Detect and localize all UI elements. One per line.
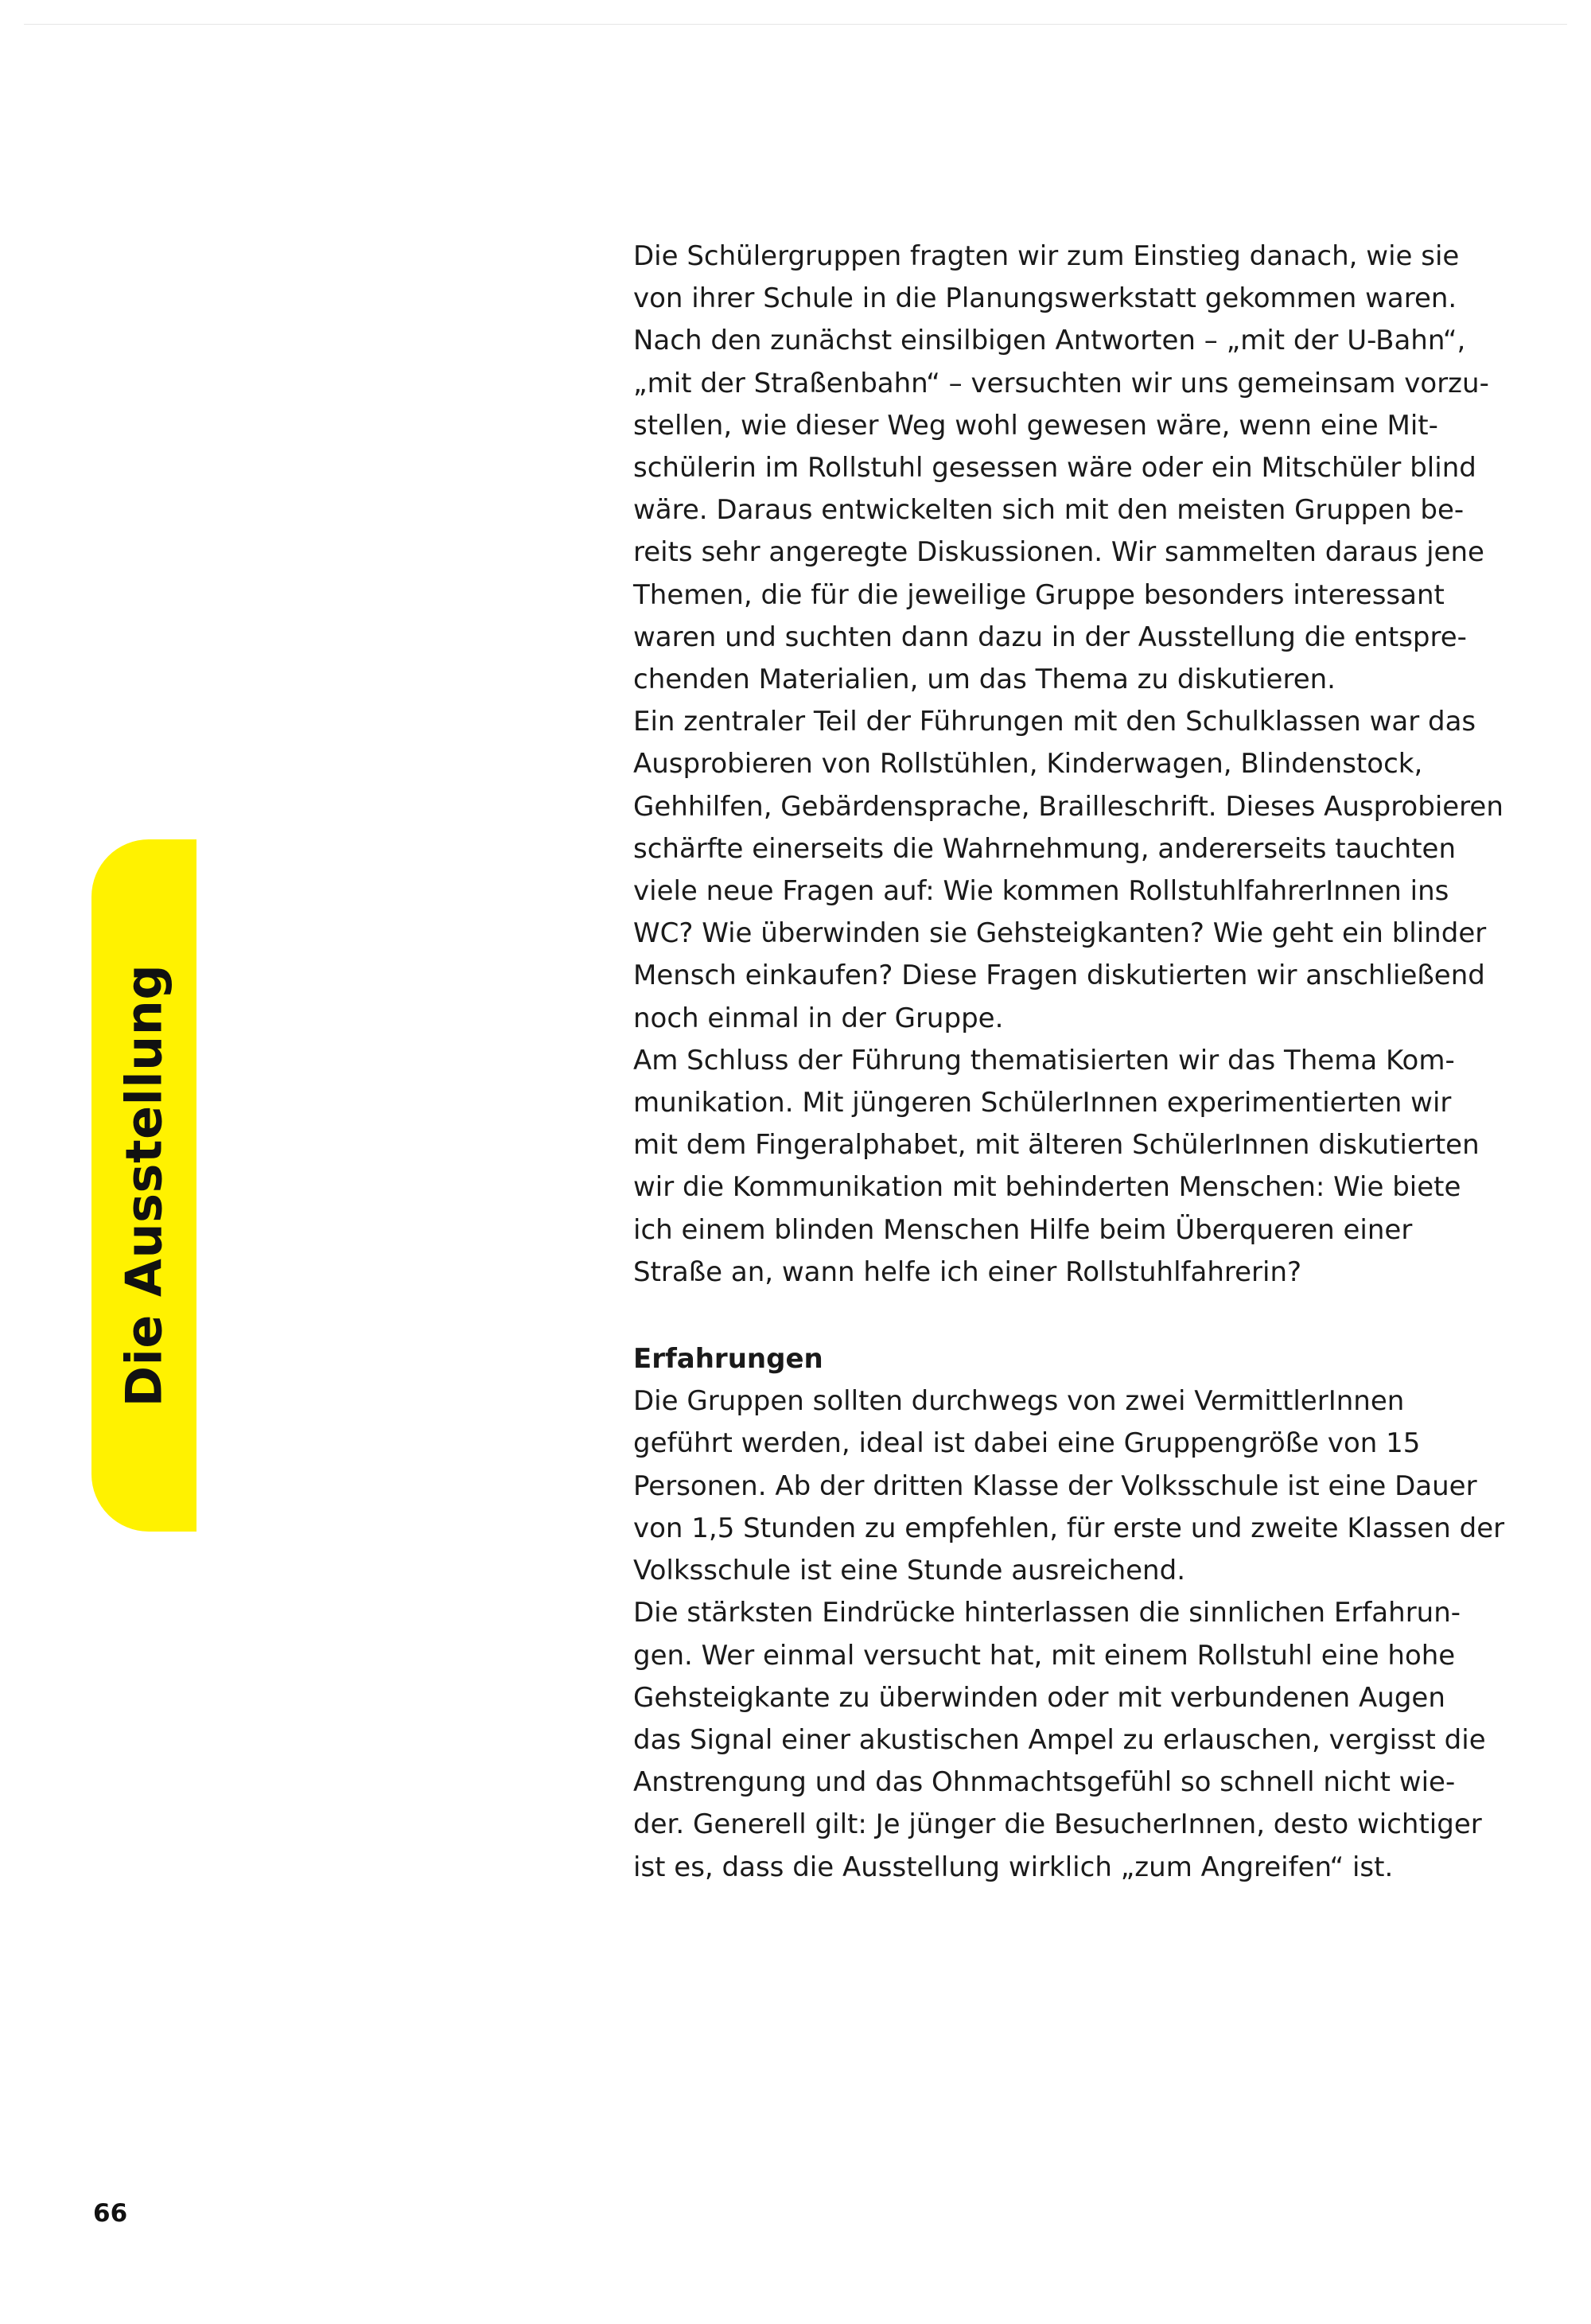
section-tab [91,839,196,1532]
text-line: chenden Materialien, um das Thema zu diskutieren. [633,664,1336,696]
experience-paragraphs [633,1380,1505,1888]
text-line: noch einmal in der Gruppe. [633,1002,1004,1034]
text-line: wäre. Daraus entwickelten sich mit den meisten Gruppen be- [633,494,1465,527]
text-line: geführt werden, ideal ist dabei eine Gruppengröße von 15 [633,1427,1421,1460]
page-top-rule [24,24,1567,25]
text-line: Die Gruppen sollten durchwegs von zwei VermittlerInnen [633,1385,1405,1418]
text-line: wir die Kommunikation mit behinderten Menschen: Wie biete [633,1171,1461,1204]
text-line: Mensch einkaufen? Diese Fragen diskutierten wir anschließend [633,960,1485,992]
text-line: schärfte einerseits die Wahrnehmung, andererseits tauchten [633,832,1457,865]
section-tab-label: Die Ausstellung [115,963,173,1407]
text-line: mit dem Fingeralphabet, mit älteren SchülerInnen diskutierten [633,1129,1480,1162]
text-line: Die stärksten Eindrücke hinterlassen die sinnlichen Erfahrun- [633,1597,1461,1629]
text-line: das Signal einer akustischen Ampel zu erlauschen, vergisst die [633,1723,1486,1756]
text-line: der. Generell gilt: Je jünger die BesucherInnen, desto wichtiger [633,1808,1482,1841]
paragraph-gap [633,1294,1445,1338]
text-line: viele neue Fragen auf: Wie kommen RollstuhlfahrerInnen ins [633,875,1449,908]
text-line: Gehsteigkante zu überwinden oder mit verbundenen Augen [633,1681,1445,1714]
text-line: Ausprobieren von Rollstühlen, Kinderwagen, Blindenstock, [633,748,1423,781]
text-line: von 1,5 Stunden zu empfehlen, für erste und zweite Klassen der [633,1512,1505,1544]
text-line: schülerin im Rollstuhl gesessen wäre oder ein Mitschüler blind [633,452,1476,485]
text-line: Am Schluss der Führung thematisierten wir das Thema Kom- [633,1044,1455,1076]
text-line: Gehhilfen, Gebärdensprache, Brailleschrift. Dieses Ausprobieren [633,790,1503,823]
text-line: ist es, dass die Ausstellung wirklich „zum Angreifen“ ist. [633,1851,1394,1883]
text-line: Nach den zunächst einsilbigen Antworten – „mit der U-Bahn“, [633,325,1466,357]
text-line: Personen. Ab der dritten Klasse der Volksschule ist eine Dauer [633,1470,1477,1502]
text-line: von ihrer Schule in die Planungswerkstatt gekommen waren. [633,282,1457,315]
text-line: Straße an, wann helfe ich einer Rollstuhlfahrerin? [633,1255,1302,1288]
section-subheading: Erfahrungen [633,1343,823,1376]
text-line: waren und suchten dann dazu in der Ausstellung die entspre- [633,621,1467,653]
text-line: reits sehr angeregte Diskussionen. Wir sammelten daraus jene [633,536,1484,569]
body-text [633,236,1505,1889]
text-line: stellen, wie dieser Weg wohl gewesen wäre, wenn eine Mit- [633,409,1438,442]
text-line: Themen, die für die jeweilige Gruppe besonders interessant [633,578,1445,611]
text-line: Volksschule ist eine Stunde ausreichend. [633,1555,1185,1587]
intro-paragraphs [633,236,1503,1294]
text-line: WC? Wie überwinden sie Gehsteigkanten? Wie geht ein blinder [633,917,1487,950]
text-line: Anstrengung und das Ohnmachtsgefühl so schnell nicht wie- [633,1766,1456,1799]
page-number: 66 [93,2199,128,2228]
text-line: Ein zentraler Teil der Führungen mit den Schulklassen war das [633,706,1476,738]
text-line: Die Schülergruppen fragten wir zum Einstieg danach, wie sie [633,240,1460,272]
text-line: ich einem blinden Menschen Hilfe beim Überqueren einer [633,1213,1413,1246]
text-line: „mit der Straßenbahn“ – versuchten wir uns gemeinsam vorzu- [633,367,1489,399]
text-line: munikation. Mit jüngeren SchülerInnen experimentierten wir [633,1087,1452,1119]
text-line: gen. Wer einmal versucht hat, mit einem Rollstuhl eine hohe [633,1639,1456,1672]
